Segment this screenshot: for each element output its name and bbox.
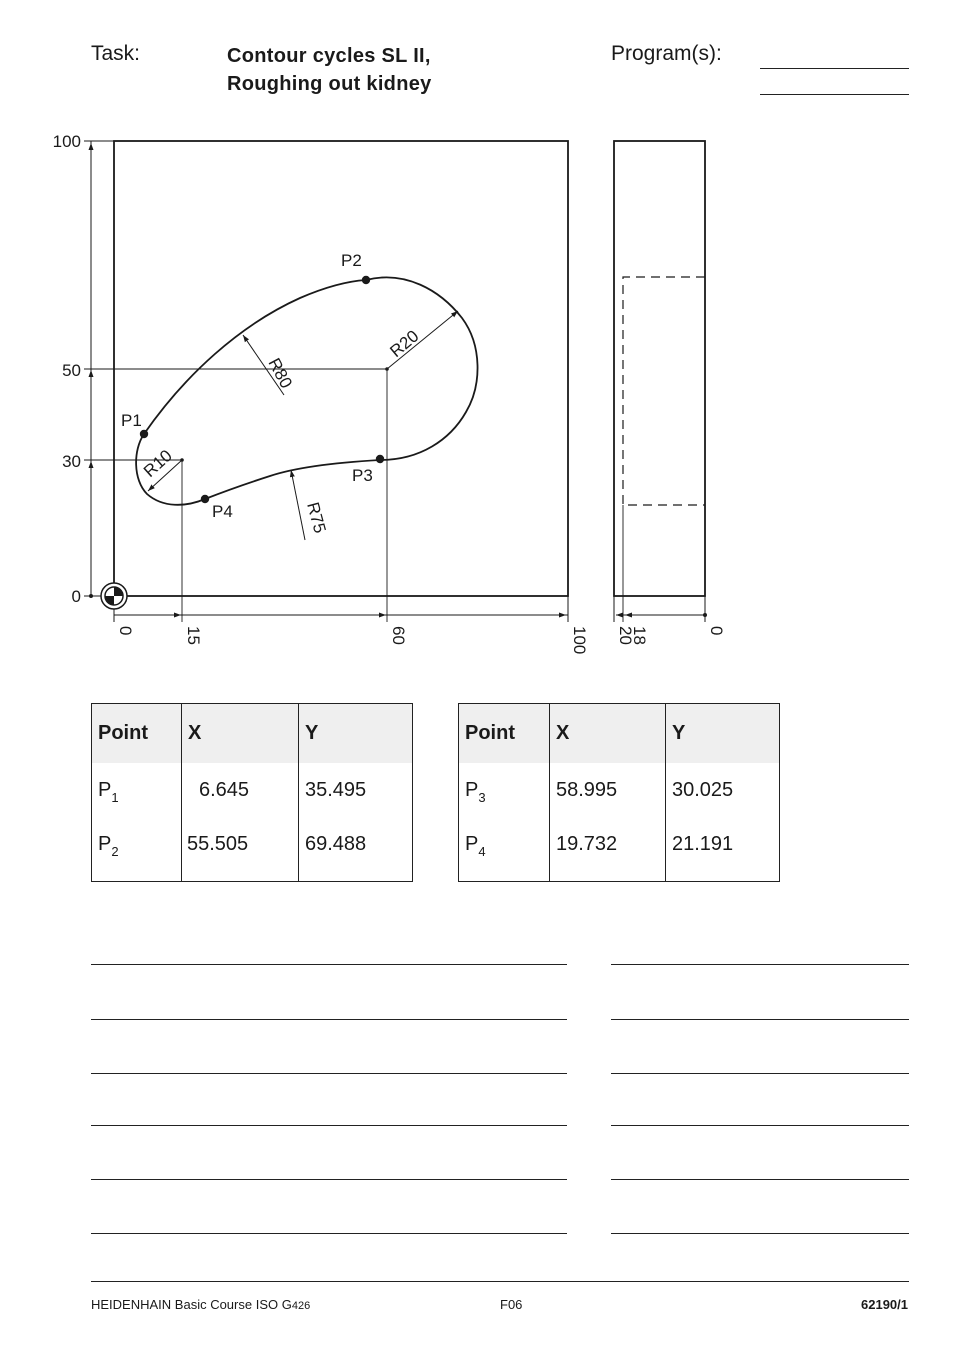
header-x: X xyxy=(550,704,666,764)
writing-line-right[interactable] xyxy=(611,1019,909,1020)
table-header-row xyxy=(92,704,413,764)
table-row xyxy=(459,763,780,817)
point-p2-marker xyxy=(362,276,370,284)
writing-line-right[interactable] xyxy=(611,1125,909,1126)
side-view-outline xyxy=(614,141,705,596)
cell-y: 30.025 xyxy=(666,763,780,817)
writing-line-left[interactable] xyxy=(91,1233,567,1234)
cell-y: 21.191 xyxy=(666,817,780,882)
kidney-contour xyxy=(136,277,477,504)
table-header-row xyxy=(459,704,780,764)
cell-point: $P_1$ xyxy=(98,778,119,805)
radius-label-r75: R75 xyxy=(303,500,330,536)
cell-y: 69.488 xyxy=(299,817,413,882)
point-p4-label: P4 xyxy=(212,502,233,521)
y-tick-label-0: 0 xyxy=(71,587,81,606)
cell-x: 55.505 xyxy=(182,817,299,882)
cell-point: $P_3$ xyxy=(465,778,486,805)
y-tick-label-30: 30 xyxy=(62,452,81,471)
header-point: Point xyxy=(459,704,550,764)
task-title-line1: Contour cycles SL II, xyxy=(227,45,431,67)
footer-page-code: F06 xyxy=(500,1297,523,1312)
cell-y: 35.495 xyxy=(299,763,413,817)
header-point: Point xyxy=(92,704,182,764)
side-tick-label-0: 0 xyxy=(707,626,726,636)
table-row xyxy=(92,763,413,817)
task-title-line2: Roughing out kidney xyxy=(227,73,432,95)
points-table-right xyxy=(458,703,780,882)
x-tick-label-100: 100 xyxy=(570,626,589,655)
point-p3-marker xyxy=(376,455,384,463)
radius-label-r80: R80 xyxy=(264,354,296,392)
header-x: X xyxy=(182,704,299,764)
x-tick-label-15: 15 xyxy=(184,626,203,645)
point-p3-label: P3 xyxy=(352,466,373,485)
writing-line-right[interactable] xyxy=(611,964,909,965)
side-tick-label-20: 20 xyxy=(616,626,635,645)
writing-line-right[interactable] xyxy=(611,1073,909,1074)
radius-label-r10: R10 xyxy=(139,445,176,481)
y-tick-label-100: 100 xyxy=(52,132,81,151)
datum-symbol xyxy=(101,583,127,609)
radius-label-r20: R20 xyxy=(386,326,423,362)
cell-x: 6.645 xyxy=(182,763,299,817)
header-y: Y xyxy=(299,704,413,764)
footer-doc-number: 62190/1 xyxy=(861,1297,908,1312)
writing-line-right[interactable] xyxy=(611,1233,909,1234)
point-p1-marker xyxy=(140,430,148,438)
writing-line-left[interactable] xyxy=(91,1179,567,1180)
cell-x: 58.995 xyxy=(550,763,666,817)
header-y: Y xyxy=(666,704,780,764)
task-label: Task: xyxy=(91,42,141,65)
writing-line-left[interactable] xyxy=(91,964,567,965)
cell-point: $P_4$ xyxy=(465,832,486,859)
table-row xyxy=(459,817,780,882)
cell-x: 19.732 xyxy=(550,817,666,882)
side-tick-label-18: 18 xyxy=(630,626,649,645)
footer-rule xyxy=(91,1281,909,1282)
x-tick-label-60: 60 xyxy=(389,626,408,645)
writing-line-left[interactable] xyxy=(91,1125,567,1126)
cell-point: $P_2$ xyxy=(98,832,119,859)
point-p1-label: P1 xyxy=(121,411,142,430)
side-view-pocket-hidden xyxy=(623,277,705,505)
points-table-left xyxy=(91,703,413,882)
point-p2-label: P2 xyxy=(341,251,362,270)
writing-line-right[interactable] xyxy=(611,1179,909,1180)
y-tick-label-50: 50 xyxy=(62,361,81,380)
point-p4-marker xyxy=(201,495,209,503)
programs-label: Program(s): xyxy=(611,42,722,65)
footer-course-title: HEIDENHAIN Basic Course ISO G426 xyxy=(91,1297,311,1312)
x-tick-label-0: 0 xyxy=(116,626,135,636)
table-row xyxy=(92,817,413,882)
writing-line-left[interactable] xyxy=(91,1019,567,1020)
writing-line-left[interactable] xyxy=(91,1073,567,1074)
radius-line-r75 xyxy=(291,470,305,540)
